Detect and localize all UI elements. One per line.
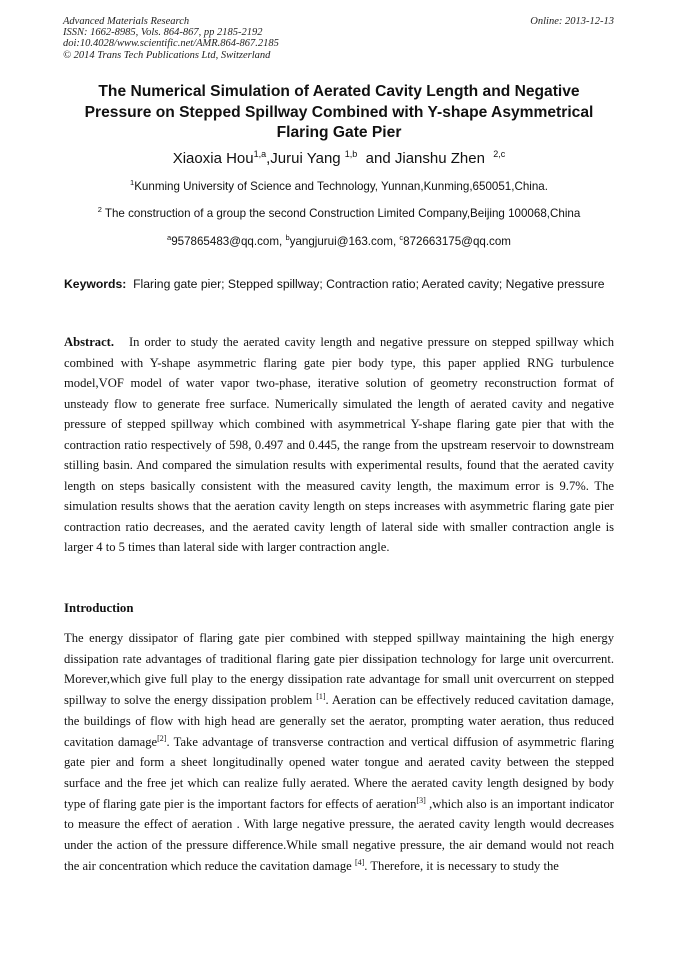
intro-text: . Therefore, it is necessary to study the <box>364 858 559 873</box>
email-line: $^a$957865483@qq.com, $^b$yangjurui@163.com, $^c$872663175@qq.com <box>167 233 511 248</box>
paper-title: The Numerical Simulation of Aerated Cavity Length and Negative Pressure on Stepped Spillway Combined with Y-shape Asymmetrical Flaring Gate Pier <box>84 83 594 141</box>
author-separator: , <box>266 150 271 167</box>
abstract-block <box>64 332 614 558</box>
email-address[interactable]: 872663175@qq.com <box>403 235 511 248</box>
intro-text: ,which also is an important indicator to measure the effect of aeration . With large negative pressure, the aerated cavity length would decreases under the action of the pressure difference.While small negative pressure, the air demand would not reach the air concentration which reduce the cavitation damage <box>64 796 614 873</box>
doi-line: doi:10.4028/www.scientific.net/AMR.864-867.2185 <box>63 38 279 50</box>
affiliation-2 <box>63 206 615 221</box>
affiliation-superscript: 1 <box>130 178 135 188</box>
citation-ref[interactable]: [2] <box>157 733 167 743</box>
issn-line: ISSN: 1662-8985, Vols. 864-867, pp 2185-2192 <box>63 27 263 39</box>
keywords-block <box>64 275 614 295</box>
email-superscript: b <box>285 233 290 243</box>
keywords-text: Flaring gate pier; Stepped spillway; Contraction ratio; Aerated cavity; Negative pressure <box>133 277 605 291</box>
keywords-label: Keywords: <box>64 277 127 291</box>
affiliation-superscript: 2 <box>97 205 102 215</box>
intro-text: . Aeration can be effectively reduced cavitation damage, the buildings of flow with high head are generally set the aerator, prompting water aeration, thus reduced cavitation damage <box>64 693 614 749</box>
abstract-text: In order to study the aerated cavity length and negative pressure on stepped spillway which combined with Y-shape asymmetric flaring gate pier body type, this paper applied RNG turbulence model,VOF model of water vapor two-phase, iterative solution of geometry reconstruction format of unsteady flow to generate free surface. Numerically simulated the length of aerated cavity and negative pressure of stepped spillway which combined with asymmetrical Y-shape flaring gate pier that with the contraction ratio respectively of 598, 0.497 and 0.445, the range from the upstream reservoir to downstream stilling basin. And compared the simulation results with experimental results, found that the aerated cavity length on steps basically consistent with the measured cavity length, the maximum error is 9.7%. The simulation results shows that the aeration cavity length on steps increases with asymmetric flaring gate pier contraction ratio decreases, and the aerated cavity length of lateral side with smaller contraction angle is larger 4 to 5 times than lateral side with larger contraction angle. <box>64 335 614 554</box>
introduction-paragraph <box>64 628 614 876</box>
intro-text: . Take advantage of transverse contraction and vertical diffusion of asymmetric flaring gate pier and form a sheet longitudinally opened water tongue and aerated cavity between the stepped surface and the free jet which can realize fully aerated. Where the aerated cavity length designed by body type of flaring gate pier is the important factors for effects of aeration <box>64 734 615 811</box>
author-name: Xiaoxia Hou <box>172 150 254 167</box>
journal-name: Advanced Materials Research <box>63 16 190 27</box>
email-superscript: c <box>399 233 404 243</box>
journal-header <box>63 16 279 61</box>
email-superscript: a <box>167 233 172 243</box>
author-superscript: 2,c <box>493 149 506 159</box>
citation-ref[interactable]: [4] <box>354 857 365 867</box>
affiliation-text: Kunming University of Science and Technology, Yunnan,Kunming,650051,China. <box>134 180 548 193</box>
affiliation-1 <box>63 179 615 194</box>
author-name: Jianshu Zhen <box>394 150 485 167</box>
citation-ref[interactable]: [3] <box>416 795 426 805</box>
intro-text: The energy dissipator of flaring gate pier combined with stepped spillway maintaining the high energy dissipation rate advantages of traditional flaring gate pier dissipation technology for large unit overcurrent. Morever,which give full play to the energy dissipation rate advantage for small unit overcurrent on stepped spillway to solve the energy dissipation problem <box>64 631 614 708</box>
author-name: Jurui Yang <box>270 150 341 167</box>
copyright-line: © 2014 Trans Tech Publications Ltd, Switzerland <box>63 49 271 61</box>
email-address[interactable]: yangjurui@163.com <box>289 235 393 248</box>
email-address[interactable]: 957865483@qq.com <box>171 235 280 248</box>
author-superscript: 1,b <box>344 149 358 159</box>
abstract-label: Abstract. <box>64 335 115 349</box>
affiliation-text: The construction of a group the second Construction Limited Company,Beijing 100068,China <box>104 207 581 220</box>
introduction-heading: Introduction <box>64 601 134 615</box>
author-superscript: 1,a <box>253 149 267 159</box>
author-and: and <box>365 150 391 167</box>
online-date: Online: 2013-12-13 <box>530 16 614 27</box>
citation-ref[interactable]: [1] <box>316 691 326 701</box>
author-list <box>63 149 615 169</box>
